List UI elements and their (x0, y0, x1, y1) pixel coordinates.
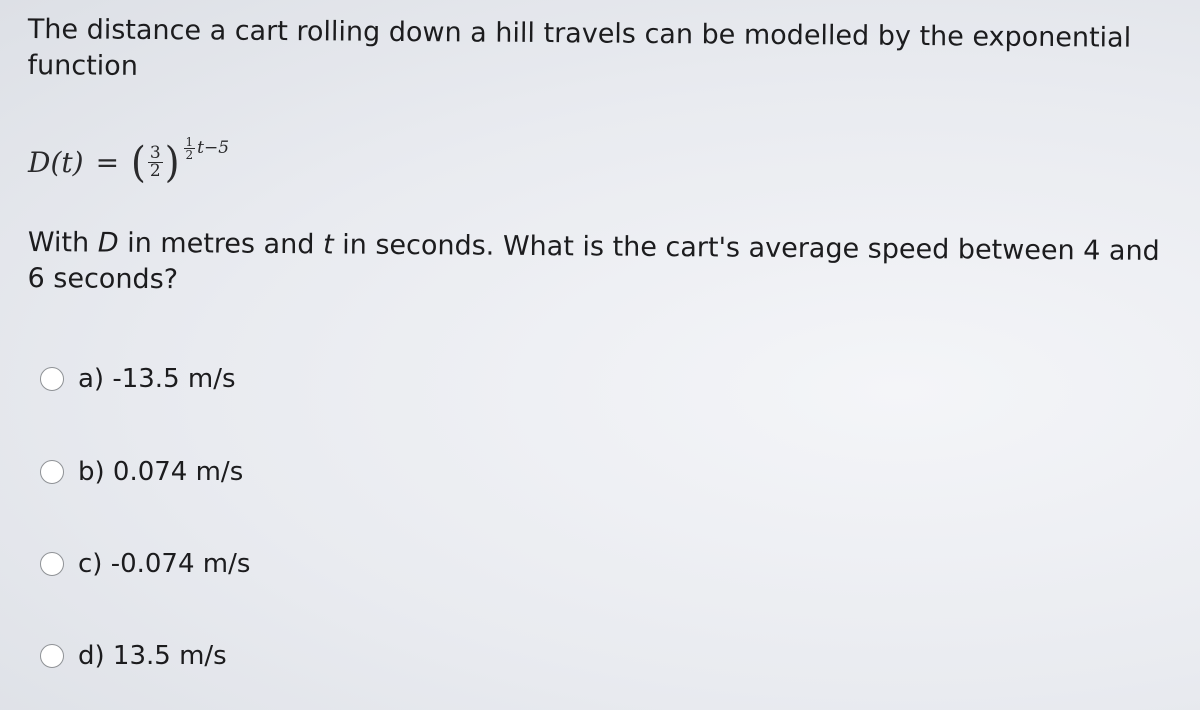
formula-lhs: D(t) (28, 145, 84, 179)
exponent-rest: t−5 (197, 138, 230, 158)
units-text-1: in metres and (127, 227, 315, 261)
option-label: b) 0.074 m/s (78, 457, 244, 487)
option-label: a) -13.5 m/s (78, 364, 236, 394)
exponent-denominator: 2 (185, 147, 194, 162)
question-prompt: The distance a cart rolling down a hill travels can be modelled by the exponential function (27, 13, 1132, 82)
left-paren: ( (131, 137, 146, 187)
right-paren: ) (164, 137, 180, 187)
radio-button-icon[interactable] (40, 367, 64, 391)
exponent (182, 136, 230, 161)
option-label: c) -0.074 m/s (78, 549, 251, 579)
radio-button-icon[interactable] (40, 460, 64, 484)
base-fraction (148, 142, 163, 181)
formula (28, 132, 229, 192)
option-a[interactable] (40, 364, 236, 394)
radio-button-icon[interactable] (40, 552, 64, 576)
variable-t: t (322, 229, 334, 261)
variable-d: D (97, 227, 119, 259)
formula-equals: = (95, 145, 120, 179)
base-numerator: 3 (149, 142, 161, 163)
base-denominator: 2 (149, 160, 161, 181)
option-c[interactable] (40, 549, 250, 579)
exponent-fraction (184, 136, 196, 161)
radio-button-icon[interactable] (40, 644, 64, 668)
option-label: d) 13.5 m/s (78, 641, 227, 671)
option-b[interactable] (40, 457, 243, 487)
exponent-numerator: 1 (185, 134, 194, 149)
units-text-2: in seconds. What is the cart's average speed between 4 and 6 seconds? (27, 229, 1160, 296)
question-text (27, 225, 1178, 306)
with-text: With (27, 226, 90, 259)
option-d[interactable] (40, 641, 227, 671)
